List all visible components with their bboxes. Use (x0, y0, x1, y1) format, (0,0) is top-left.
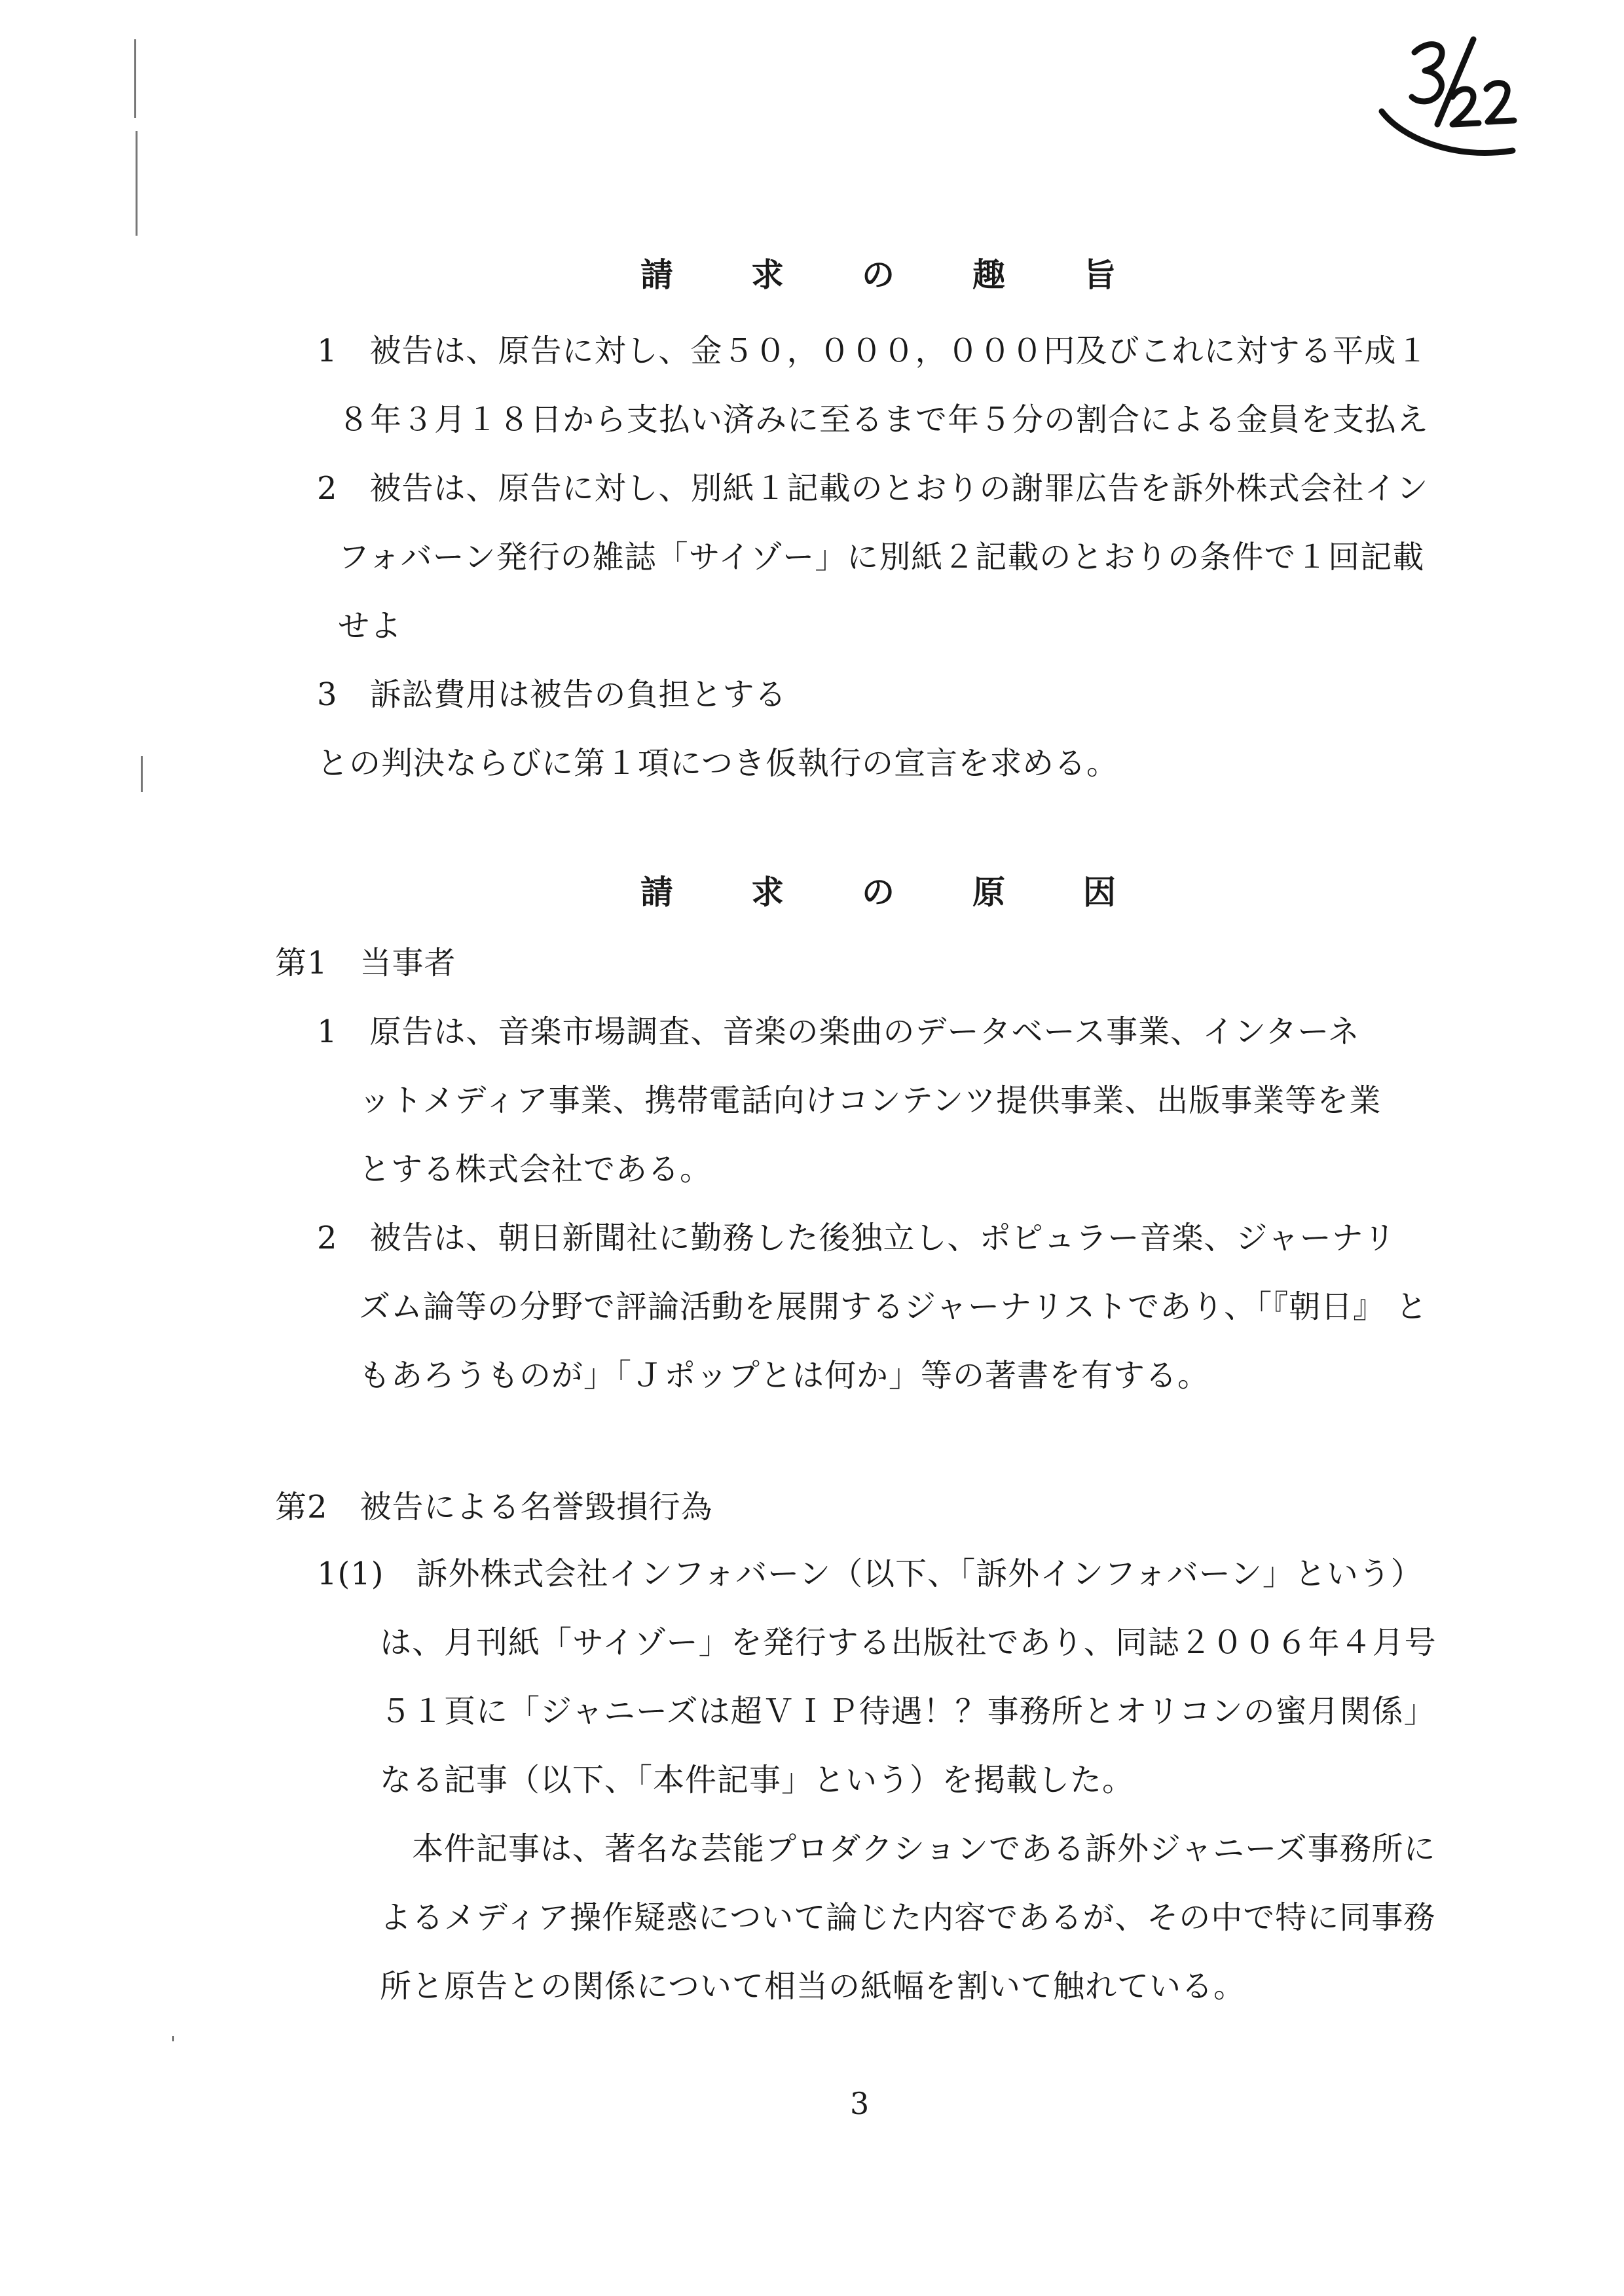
scan-speck (136, 131, 138, 236)
part-2-item-1-line-7: 所と原告との関係について相当の紙幅を割いて触れている。 (380, 1968, 1246, 2005)
part-1-item-1-line-3: とする株式会社である。 (359, 1151, 712, 1188)
claim-purpose-heading: 請 求 の 趣 旨 (640, 255, 1116, 294)
part-2-item-1-line-2: は、月刊紙「サイゾー」を発行する出版社であり、同誌２００６年４月号 (380, 1624, 1437, 1661)
part-1-item-2-line-1: 2 被告は、朝日新聞社に勤務した後独立し、ポピュラー音楽、ジャーナリ (317, 1220, 1396, 1256)
scan-speck (134, 39, 136, 118)
part-2-item-1-line-3: ５１頁に「ジャニーズは超ＶＩＰ待遇！？事務所とオリコンの蜜月関係」 (380, 1693, 1436, 1730)
part-2-item-1-line-6: よるメディア操作疑惑について論じた内容であるが、その中で特に同事務 (380, 1899, 1436, 1936)
claim-item-2-line-1: 2 被告は、原告に対し、別紙１記載のとおりの謝罪広告を訴外株式会社イン (317, 470, 1429, 507)
part-2-title: 第2 被告による名誉毀損行為 (275, 1489, 713, 1525)
handwritten-page-mark (1375, 26, 1545, 157)
claim-item-1-line-2: ８年３月１８日から支払い済みに至るまで年５分の割合による金員を支払え (338, 401, 1430, 438)
claim-item-2-line-3: せよ (338, 608, 403, 644)
part-1-title: 第1 当事者 (275, 945, 456, 981)
scan-speck (172, 2036, 174, 2041)
part-2-item-1-line-5: 本件記事は、著名な芸能プロダクションである訴外ジャニーズ事務所に (380, 1831, 1436, 1867)
claim-item-3: 3 訴訟費用は被告の負担とする (317, 676, 787, 713)
part-1-item-2-line-2: ズム論等の分野で評論活動を展開するジャーナリストであり、「『朝日』 と (359, 1288, 1428, 1325)
claim-conclusion: との判決ならびに第１項につき仮執行の宣言を求める。 (317, 745, 1119, 782)
part-2-item-1-line-1: 1(1) 訴外株式会社インフォバーン（以下、「訴外インフォバーン」という） (317, 1556, 1423, 1592)
claim-cause-heading: 請 求 の 原 因 (640, 873, 1116, 911)
scan-speck (141, 756, 143, 792)
claim-item-2-line-2: フォバーン発行の雑誌「サイゾー」に別紙２記載のとおりの条件で１回記載 (338, 539, 1425, 575)
claim-item-1-line-1: 1 被告は、原告に対し、金５０，０００，０００円及びこれに対する平成１ (317, 333, 1429, 369)
part-2-item-1-line-4: なる記事（以下、「本件記事」という）を掲載した。 (380, 1762, 1135, 1798)
part-1-item-1-line-2: ットメディア事業、携帯電話向けコンテンツ提供事業、出版事業等を業 (359, 1082, 1382, 1119)
part-1-item-2-line-3: もあろうものが」「Ｊポップとは何か」等の著書を有する。 (359, 1357, 1210, 1394)
page-number: 3 (850, 2086, 870, 2121)
part-1-item-1-line-1: 1 原告は、音楽市場調査、音楽の楽曲のデータベース事業、インターネ (317, 1013, 1360, 1050)
